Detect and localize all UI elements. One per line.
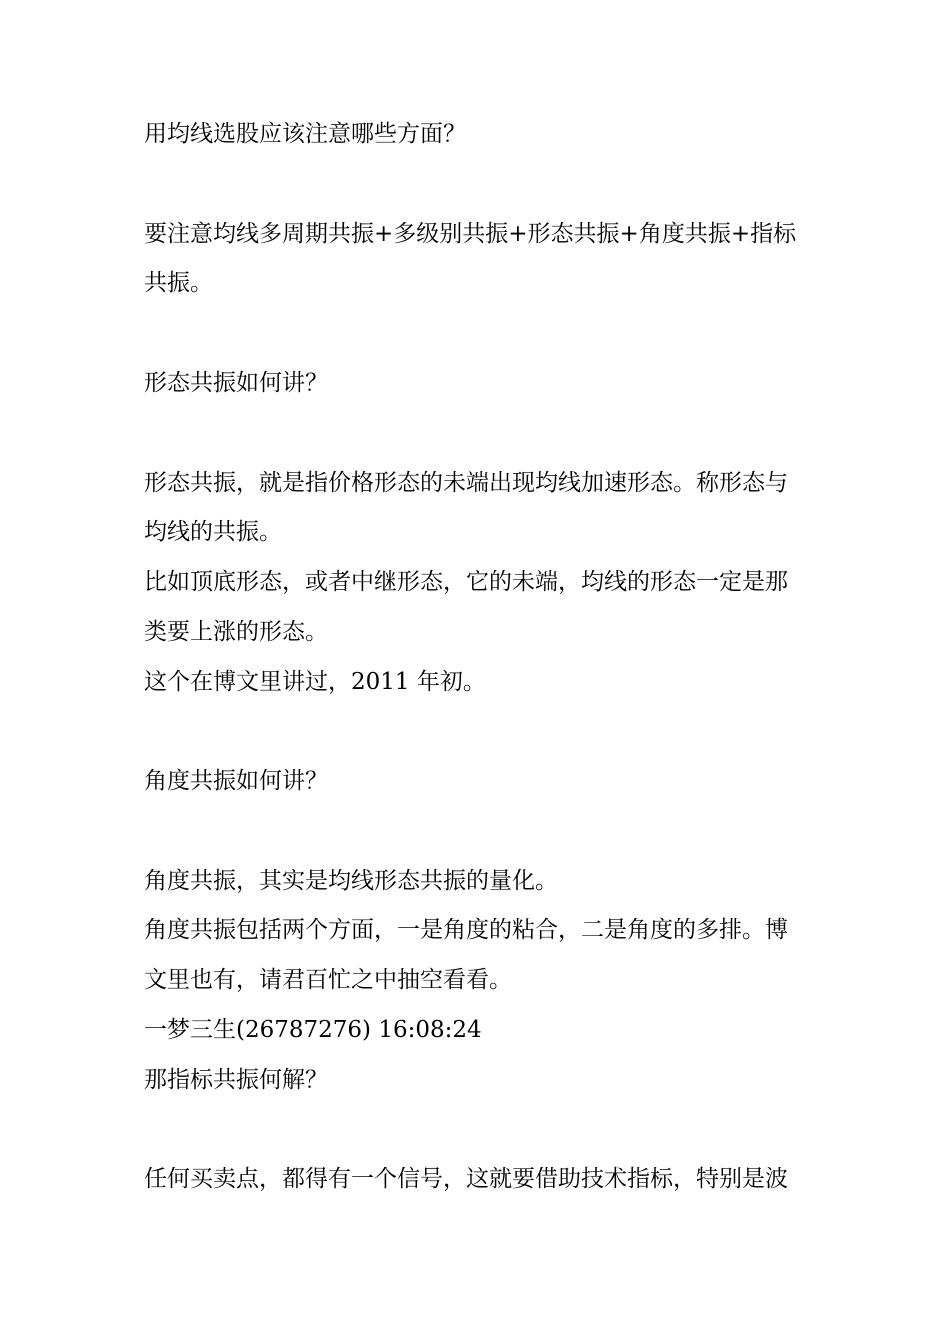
question-heading-stock-selection: 用均线选股应该注意哪些方面？ — [144, 121, 466, 147]
question-heading-angle-resonance: 角度共振如何讲？ — [144, 768, 328, 794]
question-heading-pattern-resonance: 形态共振如何讲？ — [144, 370, 328, 396]
question-heading-indicator-resonance: 那指标共振何解？ — [144, 1067, 328, 1093]
answer-line: 均线的共振。 — [144, 519, 282, 545]
answer-line: 共振。 — [144, 270, 213, 296]
answer-line: 形态共振，就是指价格形态的未端出现均线加速形态。称形态与 — [144, 470, 788, 496]
answer-line: 任何买卖点，都得有一个信号，这就要借助技术指标，特别是波 — [144, 1166, 788, 1192]
answer-line: 角度共振包括两个方面，一是角度的粘合，二是角度的多排。博 — [144, 917, 788, 943]
chat-sender-timestamp: 一梦三生(26787276) 16:08:24 — [144, 1017, 482, 1043]
answer-line: 文里也有，请君百忙之中抽空看看。 — [144, 967, 512, 993]
answer-line: 类要上涨的形态。 — [144, 619, 328, 645]
answer-line: 这个在博文里讲过，2011 年初。 — [144, 669, 486, 695]
answer-line: 比如顶底形态，或者中继形态，它的未端，均线的形态一定是那 — [144, 569, 788, 595]
answer-line: 角度共振，其实是均线形态共振的量化。 — [144, 868, 558, 894]
answer-line: 要注意均线多周期共振+多级别共振+形态共振+角度共振+指标 — [144, 221, 797, 247]
